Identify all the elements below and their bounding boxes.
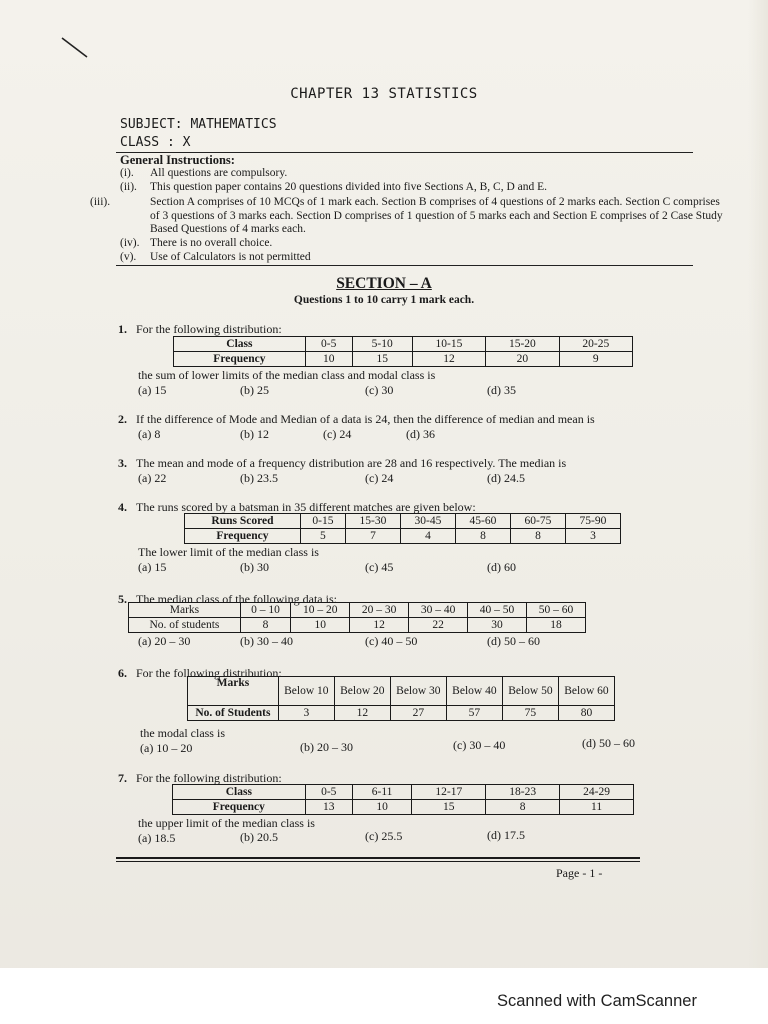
question-stem: For the following distribution: <box>136 666 282 680</box>
table-cell: 30-45 <box>400 514 455 529</box>
option: (d) 35 <box>487 383 516 397</box>
table-cell: Below 50 <box>502 677 558 706</box>
option: (b) 12 <box>240 427 269 441</box>
question-number: 6. <box>118 666 127 680</box>
option: (d) 50 – 60 <box>582 736 635 750</box>
instruction-num: (ii). <box>120 181 137 193</box>
option: (a) 20 – 30 <box>138 634 191 648</box>
table-cell: 8 <box>455 529 510 544</box>
question-stem: For the following distribution: <box>136 771 282 785</box>
table-cell: 15-20 <box>486 337 559 352</box>
option: (a) 15 <box>138 560 167 574</box>
option: (c) 30 – 40 <box>453 738 506 752</box>
table-cell: 24-29 <box>560 785 634 800</box>
table-cell: 18-23 <box>486 785 560 800</box>
instruction-text: Section A comprises of 10 MCQs of 1 mark each. Section B comprises of 4 questions of 2 marks each. Section C comprises of 3 questions of 3 marks each. Section D comprises of 1 question of 5 marks each and Section E comprises of 2 Case Study Based Questions of 4 marks each. <box>150 196 723 236</box>
table-cell: Frequency <box>174 352 306 367</box>
table-cell: 4 <box>400 529 455 544</box>
table-cell: 3 <box>278 706 334 721</box>
table-cell: 5 <box>300 529 345 544</box>
table-cell: 22 <box>409 618 468 633</box>
question-prompt: The lower limit of the median class is <box>138 545 319 559</box>
scanner-watermark-bar <box>0 968 768 1024</box>
table-cell: Below 10 <box>278 677 334 706</box>
question-number: 3. <box>118 456 127 470</box>
table-cell: 12 <box>334 706 390 721</box>
page-edge-shadow <box>748 0 768 968</box>
table-cell: 20 <box>486 352 559 367</box>
table-cell: No. of Students <box>188 706 279 721</box>
table-cell: 75-90 <box>565 514 620 529</box>
section-title: SECTION – A <box>336 275 432 292</box>
table-cell: Frequency <box>173 800 306 815</box>
option: (b) 30 <box>240 560 269 574</box>
table-cell: 6-11 <box>352 785 412 800</box>
table-cell: 15 <box>412 800 486 815</box>
question-prompt: the upper limit of the median class is <box>138 816 315 830</box>
table-cell: 60-75 <box>510 514 565 529</box>
table-cell: 40 – 50 <box>468 603 527 618</box>
table-cell: 5-10 <box>352 337 412 352</box>
table-cell: Below 60 <box>558 677 614 706</box>
table-cell: 75 <box>502 706 558 721</box>
option: (b) 20.5 <box>240 830 278 844</box>
question-stem: The median class of the following data is: <box>136 592 337 606</box>
question-number: 5. <box>118 592 127 606</box>
pen-stroke-mark <box>60 36 90 60</box>
table-cell: 0-5 <box>305 785 352 800</box>
table-cell: 27 <box>390 706 446 721</box>
q5-table <box>128 602 586 633</box>
scanner-watermark: Scanned with CamScanner <box>497 992 697 1010</box>
table-cell: 0 – 10 <box>240 603 290 618</box>
table-cell: Below 20 <box>334 677 390 706</box>
option: (d) 36 <box>406 427 435 441</box>
table-cell: 10 – 20 <box>291 603 350 618</box>
section-subtitle: Questions 1 to 10 carry 1 mark each. <box>293 294 475 306</box>
question-4 <box>118 500 476 514</box>
question-number: 7. <box>118 771 127 785</box>
page-number: Page - 1 - <box>556 866 603 880</box>
option: (d) 17.5 <box>487 828 525 842</box>
table-cell: 8 <box>486 800 560 815</box>
table-cell: 45-60 <box>455 514 510 529</box>
instruction-text: All questions are compulsory. <box>150 167 288 179</box>
table-cell: 50 – 60 <box>526 603 585 618</box>
table-cell: 10-15 <box>412 337 485 352</box>
option: (a) 18.5 <box>138 831 176 845</box>
option: (c) 24 <box>365 471 394 485</box>
table-cell: 20-25 <box>559 337 632 352</box>
subject-line: SUBJECT: MATHEMATICS <box>120 117 277 132</box>
table-cell: 8 <box>510 529 565 544</box>
question-prompt: the sum of lower limits of the median class and modal class is <box>138 368 436 382</box>
table-cell: 57 <box>446 706 502 721</box>
option: (d) 24.5 <box>487 471 525 485</box>
instruction-text: There is no overall choice. <box>150 237 273 249</box>
table-cell: 30 – 40 <box>409 603 468 618</box>
option: (b) 30 – 40 <box>240 634 293 648</box>
table-cell: 7 <box>345 529 400 544</box>
table-cell: 11 <box>560 800 634 815</box>
instructions-divider <box>116 265 693 266</box>
table-cell: Marks <box>188 677 279 706</box>
table-cell: 15-30 <box>345 514 400 529</box>
table-cell: 0-5 <box>305 337 352 352</box>
class-line: CLASS : X <box>120 135 191 150</box>
table-cell: Runs Scored <box>185 514 301 529</box>
option: (d) 60 <box>487 560 516 574</box>
option: (a) 10 – 20 <box>140 741 193 755</box>
instruction-item <box>120 181 695 195</box>
table-cell: 30 <box>468 618 527 633</box>
q7-table <box>172 784 634 815</box>
question-1 <box>118 322 282 336</box>
question-stem: For the following distribution: <box>136 322 282 336</box>
table-cell: 15 <box>352 352 412 367</box>
footer-divider-thin <box>116 861 640 862</box>
table-cell: 3 <box>565 529 620 544</box>
q6-table <box>187 676 615 721</box>
question-prompt: the modal class is <box>140 726 225 740</box>
question-3 <box>118 456 678 470</box>
table-cell: 13 <box>305 800 352 815</box>
table-cell: Below 40 <box>446 677 502 706</box>
table-cell: 10 <box>352 800 412 815</box>
question-stem: The runs scored by a batsman in 35 different matches are given below: <box>136 500 476 514</box>
instruction-item <box>120 251 695 265</box>
question-number: 2. <box>118 412 127 426</box>
instruction-item <box>120 167 695 181</box>
table-cell: 12 <box>350 618 409 633</box>
option: (c) 24 <box>323 427 352 441</box>
table-cell: 8 <box>240 618 290 633</box>
instruction-num: (iv). <box>120 237 140 249</box>
question-number: 1. <box>118 322 127 336</box>
instruction-item <box>120 237 695 251</box>
instruction-text: This question paper contains 20 questions divided into five Sections A, B, C, D and E. <box>150 181 548 193</box>
table-cell: 12-17 <box>412 785 486 800</box>
option: (b) 25 <box>240 383 269 397</box>
footer-divider <box>116 857 640 859</box>
q1-table <box>173 336 633 367</box>
table-cell: 20 – 30 <box>350 603 409 618</box>
option: (b) 20 – 30 <box>300 740 353 754</box>
table-cell: 10 <box>305 352 352 367</box>
table-cell: 12 <box>412 352 485 367</box>
option: (a) 8 <box>138 427 161 441</box>
instructions-title: General Instructions: <box>120 153 235 167</box>
option: (c) 45 <box>365 560 394 574</box>
option: (c) 40 – 50 <box>365 634 418 648</box>
option: (b) 23.5 <box>240 471 278 485</box>
table-cell: Class <box>173 785 306 800</box>
table-cell: Class <box>174 337 306 352</box>
table-cell: 9 <box>559 352 632 367</box>
option: (c) 30 <box>365 383 394 397</box>
instruction-text: Use of Calculators is not permitted <box>150 251 311 263</box>
instruction-num: (i). <box>120 167 134 179</box>
option: (a) 15 <box>138 383 167 397</box>
option: (c) 25.5 <box>365 829 403 843</box>
question-number: 4. <box>118 500 127 514</box>
instruction-item <box>90 196 725 237</box>
option: (a) 22 <box>138 471 167 485</box>
instruction-num: (v). <box>120 251 137 263</box>
question-stem: The mean and mode of a frequency distribution are 28 and 16 respectively. The median is <box>136 456 567 470</box>
option: (d) 50 – 60 <box>487 634 540 648</box>
question-7 <box>118 771 282 785</box>
question-2 <box>118 412 678 426</box>
table-cell: Frequency <box>185 529 301 544</box>
q4-table <box>184 513 621 544</box>
instruction-num: (iii). <box>90 196 111 208</box>
table-cell: No. of students <box>129 618 241 633</box>
table-cell: Marks <box>129 603 241 618</box>
table-cell: 0-15 <box>300 514 345 529</box>
chapter-title: CHAPTER 13 STATISTICS <box>290 86 478 102</box>
table-cell: 80 <box>558 706 614 721</box>
table-cell: Below 30 <box>390 677 446 706</box>
question-stem: If the difference of Mode and Median of a data is 24, then the difference of median and mean is <box>136 412 595 426</box>
table-cell: 10 <box>291 618 350 633</box>
table-cell: 18 <box>526 618 585 633</box>
